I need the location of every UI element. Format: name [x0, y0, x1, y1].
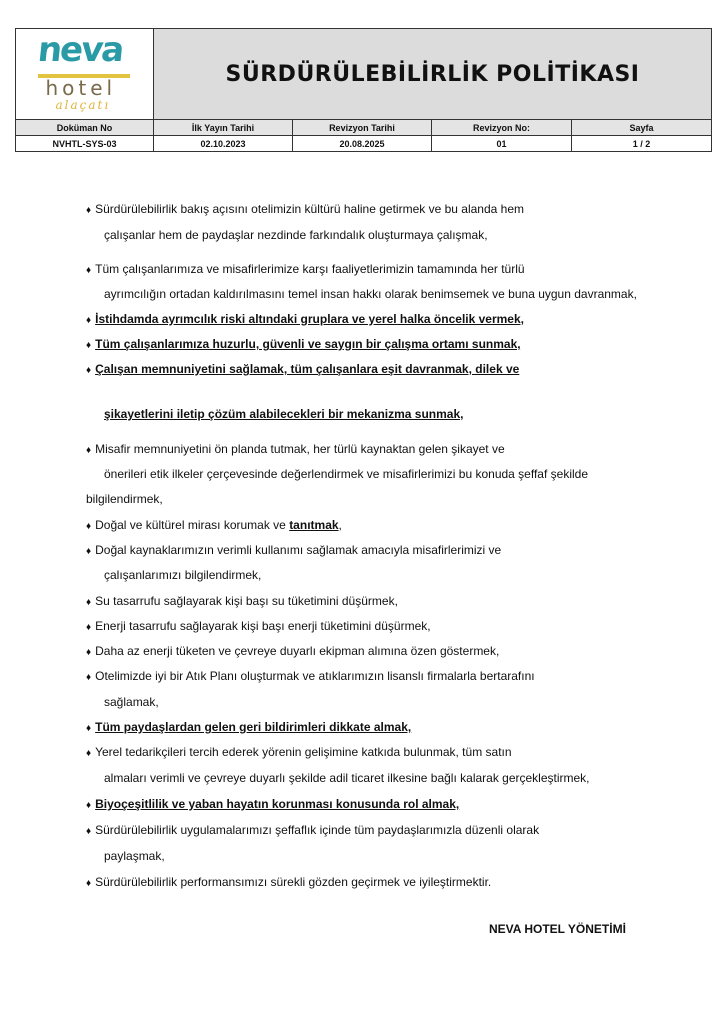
- diamond-bullet-icon: ♦: [86, 748, 92, 759]
- policy-item-text: Çalışan memnuniyetini sağlamak, tüm çalışanlara eşit davranmak, dilek ve: [95, 362, 520, 376]
- meta-value-page: 1 / 2: [572, 136, 712, 152]
- diamond-bullet-icon: ♦: [86, 445, 92, 456]
- meta-value-first-date: 02.10.2023: [154, 136, 293, 152]
- policy-item-text: çalışanlar hem de paydaşlar nezdinde farkındalık oluşturmaya çalışmak,: [104, 228, 488, 242]
- policy-item: [86, 262, 525, 278]
- policy-item-text: sağlamak,: [104, 695, 159, 709]
- meta-header-revision-no: Revizyon No:: [432, 120, 572, 136]
- diamond-bullet-icon: ♦: [86, 878, 92, 889]
- policy-item-text: çalışanlarımızı bilgilendirmek,: [104, 568, 262, 582]
- diamond-bullet-icon: ♦: [86, 265, 92, 276]
- signature: NEVA HOTEL YÖNETİMİ: [489, 922, 626, 936]
- policy-item-text: bilgilendirmek,: [86, 492, 163, 506]
- policy-item: [86, 644, 499, 660]
- diamond-bullet-icon: ♦: [86, 723, 92, 734]
- policy-item-text: Tüm çalışanlarımıza huzurlu, güvenli ve saygın bir çalışma ortamı sunmak,: [95, 337, 521, 351]
- policy-item: [86, 875, 491, 891]
- diamond-bullet-icon: ♦: [86, 622, 92, 633]
- policy-item: [86, 202, 524, 218]
- policy-item-continuation: [104, 771, 590, 785]
- policy-item: [86, 619, 431, 635]
- policy-item-text: ayrımcılığın ortadan kaldırılmasını temel insan hakkı olarak benimsemek ve buna uygun davranmak,: [104, 287, 637, 301]
- diamond-bullet-icon: ♦: [86, 672, 92, 683]
- policy-item-punctuation: ,: [338, 518, 342, 532]
- document-header: [15, 28, 712, 152]
- policy-item-text: Tüm çalışanlarımıza ve misafirlerimize karşı faaliyetlerimizin tamamında her türlü: [95, 262, 525, 276]
- meta-value-revision-no: 01: [432, 136, 572, 152]
- meta-header-page: Sayfa: [572, 120, 712, 136]
- policy-item: [86, 362, 519, 378]
- diamond-bullet-icon: ♦: [86, 597, 92, 608]
- diamond-bullet-icon: ♦: [86, 340, 92, 351]
- policy-item-text: Tüm paydaşlardan gelen geri bildirimleri dikkate almak,: [95, 720, 412, 734]
- policy-item-text: Sürdürülebilirlik bakış açısını otelimizin kültürü haline getirmek ve bu alanda hem: [95, 202, 524, 216]
- policy-item-text: Yerel tedarikçileri tercih ederek yörenin gelişimine katkıda bulunmak, tüm satın: [95, 745, 512, 759]
- policy-item-text: paylaşmak,: [104, 849, 165, 863]
- meta-value-revision-date: 20.08.2025: [293, 136, 432, 152]
- diamond-bullet-icon: ♦: [86, 800, 92, 811]
- policy-item-text: Biyoçeşitlilik ve yaban hayatın korunması konusunda rol almak,: [95, 797, 460, 811]
- document-title: SÜRDÜRÜLEBİLİRLİK POLİTİKASI: [225, 61, 640, 87]
- policy-item: [86, 312, 524, 328]
- policy-item: [86, 442, 505, 458]
- logo-cell: [16, 29, 154, 120]
- policy-item-continuation: [104, 695, 159, 709]
- diamond-bullet-icon: ♦: [86, 826, 92, 837]
- policy-item-text: Doğal ve kültürel mirası korumak ve: [95, 518, 290, 532]
- policy-item-text: İstihdamda ayrımcılık riski altındaki gruplara ve yerel halka öncelik vermek,: [95, 312, 524, 326]
- policy-item-text: Enerji tasarrufu sağlayarak kişi başı enerji tüketimini düşürmek,: [95, 619, 431, 633]
- policy-item: [86, 543, 501, 559]
- meta-header-doc-no: Doküman No: [16, 120, 154, 136]
- policy-item-text: Misafir memnuniyetini ön planda tutmak, her türlü kaynaktan gelen şikayet ve: [95, 442, 505, 456]
- policy-item-text: Sürdürülebilirlik performansımızı sürekli gözden geçirmek ve iyileştirmektir.: [95, 875, 492, 889]
- policy-item-text: önerileri etik ilkeler çerçevesinde değerlendirmek ve misafirlerimizi bu konuda şeffaf şekilde: [104, 467, 588, 481]
- policy-item-text: Sürdürülebilirlik uygulamalarımızı şeffaflık içinde tüm paydaşlarımızla düzenli olarak: [95, 823, 540, 837]
- meta-value-row: [16, 136, 712, 152]
- policy-item-continuation: [104, 467, 588, 481]
- title-cell: [154, 29, 712, 120]
- meta-header-revision-date: Revizyon Tarihi: [293, 120, 432, 136]
- neva-hotel-logo: [35, 29, 134, 112]
- policy-item-continuation: [104, 568, 261, 582]
- policy-item: [86, 594, 398, 610]
- policy-item-text: Otelimizde iyi bir Atık Planı oluşturmak ve atıklarımızın lisanslı firmalarla bertarafını: [95, 669, 535, 683]
- diamond-bullet-icon: ♦: [86, 315, 92, 326]
- policy-item-text: Daha az enerji tüketen ve çevreye duyarlı ekipman alımına özen göstermek,: [95, 644, 500, 658]
- diamond-bullet-icon: ♦: [86, 205, 92, 216]
- policy-item: [86, 720, 411, 736]
- policy-item: [86, 745, 512, 761]
- diamond-bullet-icon: ♦: [86, 647, 92, 658]
- logo-alacati-text: alaçatı: [55, 97, 111, 112]
- policy-item-emphasis: tanıtmak: [289, 518, 339, 532]
- logo-hotel-text: hotel: [45, 75, 117, 100]
- policy-item-text: şikayetlerini iletip çözüm alabilecekleri bir mekanizma sunmak,: [104, 407, 464, 421]
- policy-item-continuation: [104, 849, 165, 863]
- diamond-bullet-icon: ♦: [86, 521, 92, 532]
- policy-item-continuation: [86, 492, 163, 506]
- policy-item-text: Doğal kaynaklarımızın verimli kullanımı sağlamak amacıyla misafirlerimizi ve: [95, 543, 502, 557]
- diamond-bullet-icon: ♦: [86, 546, 92, 557]
- logo-neva-text: neva: [35, 29, 124, 70]
- policy-item: [86, 518, 342, 534]
- meta-header-first-date: İlk Yayın Tarihi: [154, 120, 293, 136]
- policy-item: [86, 337, 521, 353]
- policy-item-text: almaları verimli ve çevreye duyarlı şekilde adil ticaret ilkesine bağlı kalarak gerçekleştirmek,: [104, 771, 590, 785]
- policy-item-continuation: [104, 407, 464, 421]
- policy-item-text: Su tasarrufu sağlayarak kişi başı su tüketimini düşürmek,: [95, 594, 398, 608]
- meta-value-doc-no: NVHTL-SYS-03: [16, 136, 154, 152]
- policy-item-continuation: [104, 287, 637, 301]
- meta-header-row: [16, 120, 712, 136]
- policy-item-continuation: [104, 228, 488, 242]
- diamond-bullet-icon: ♦: [86, 365, 92, 376]
- policy-item: [86, 797, 459, 813]
- policy-item: [86, 823, 539, 839]
- policy-item: [86, 669, 535, 685]
